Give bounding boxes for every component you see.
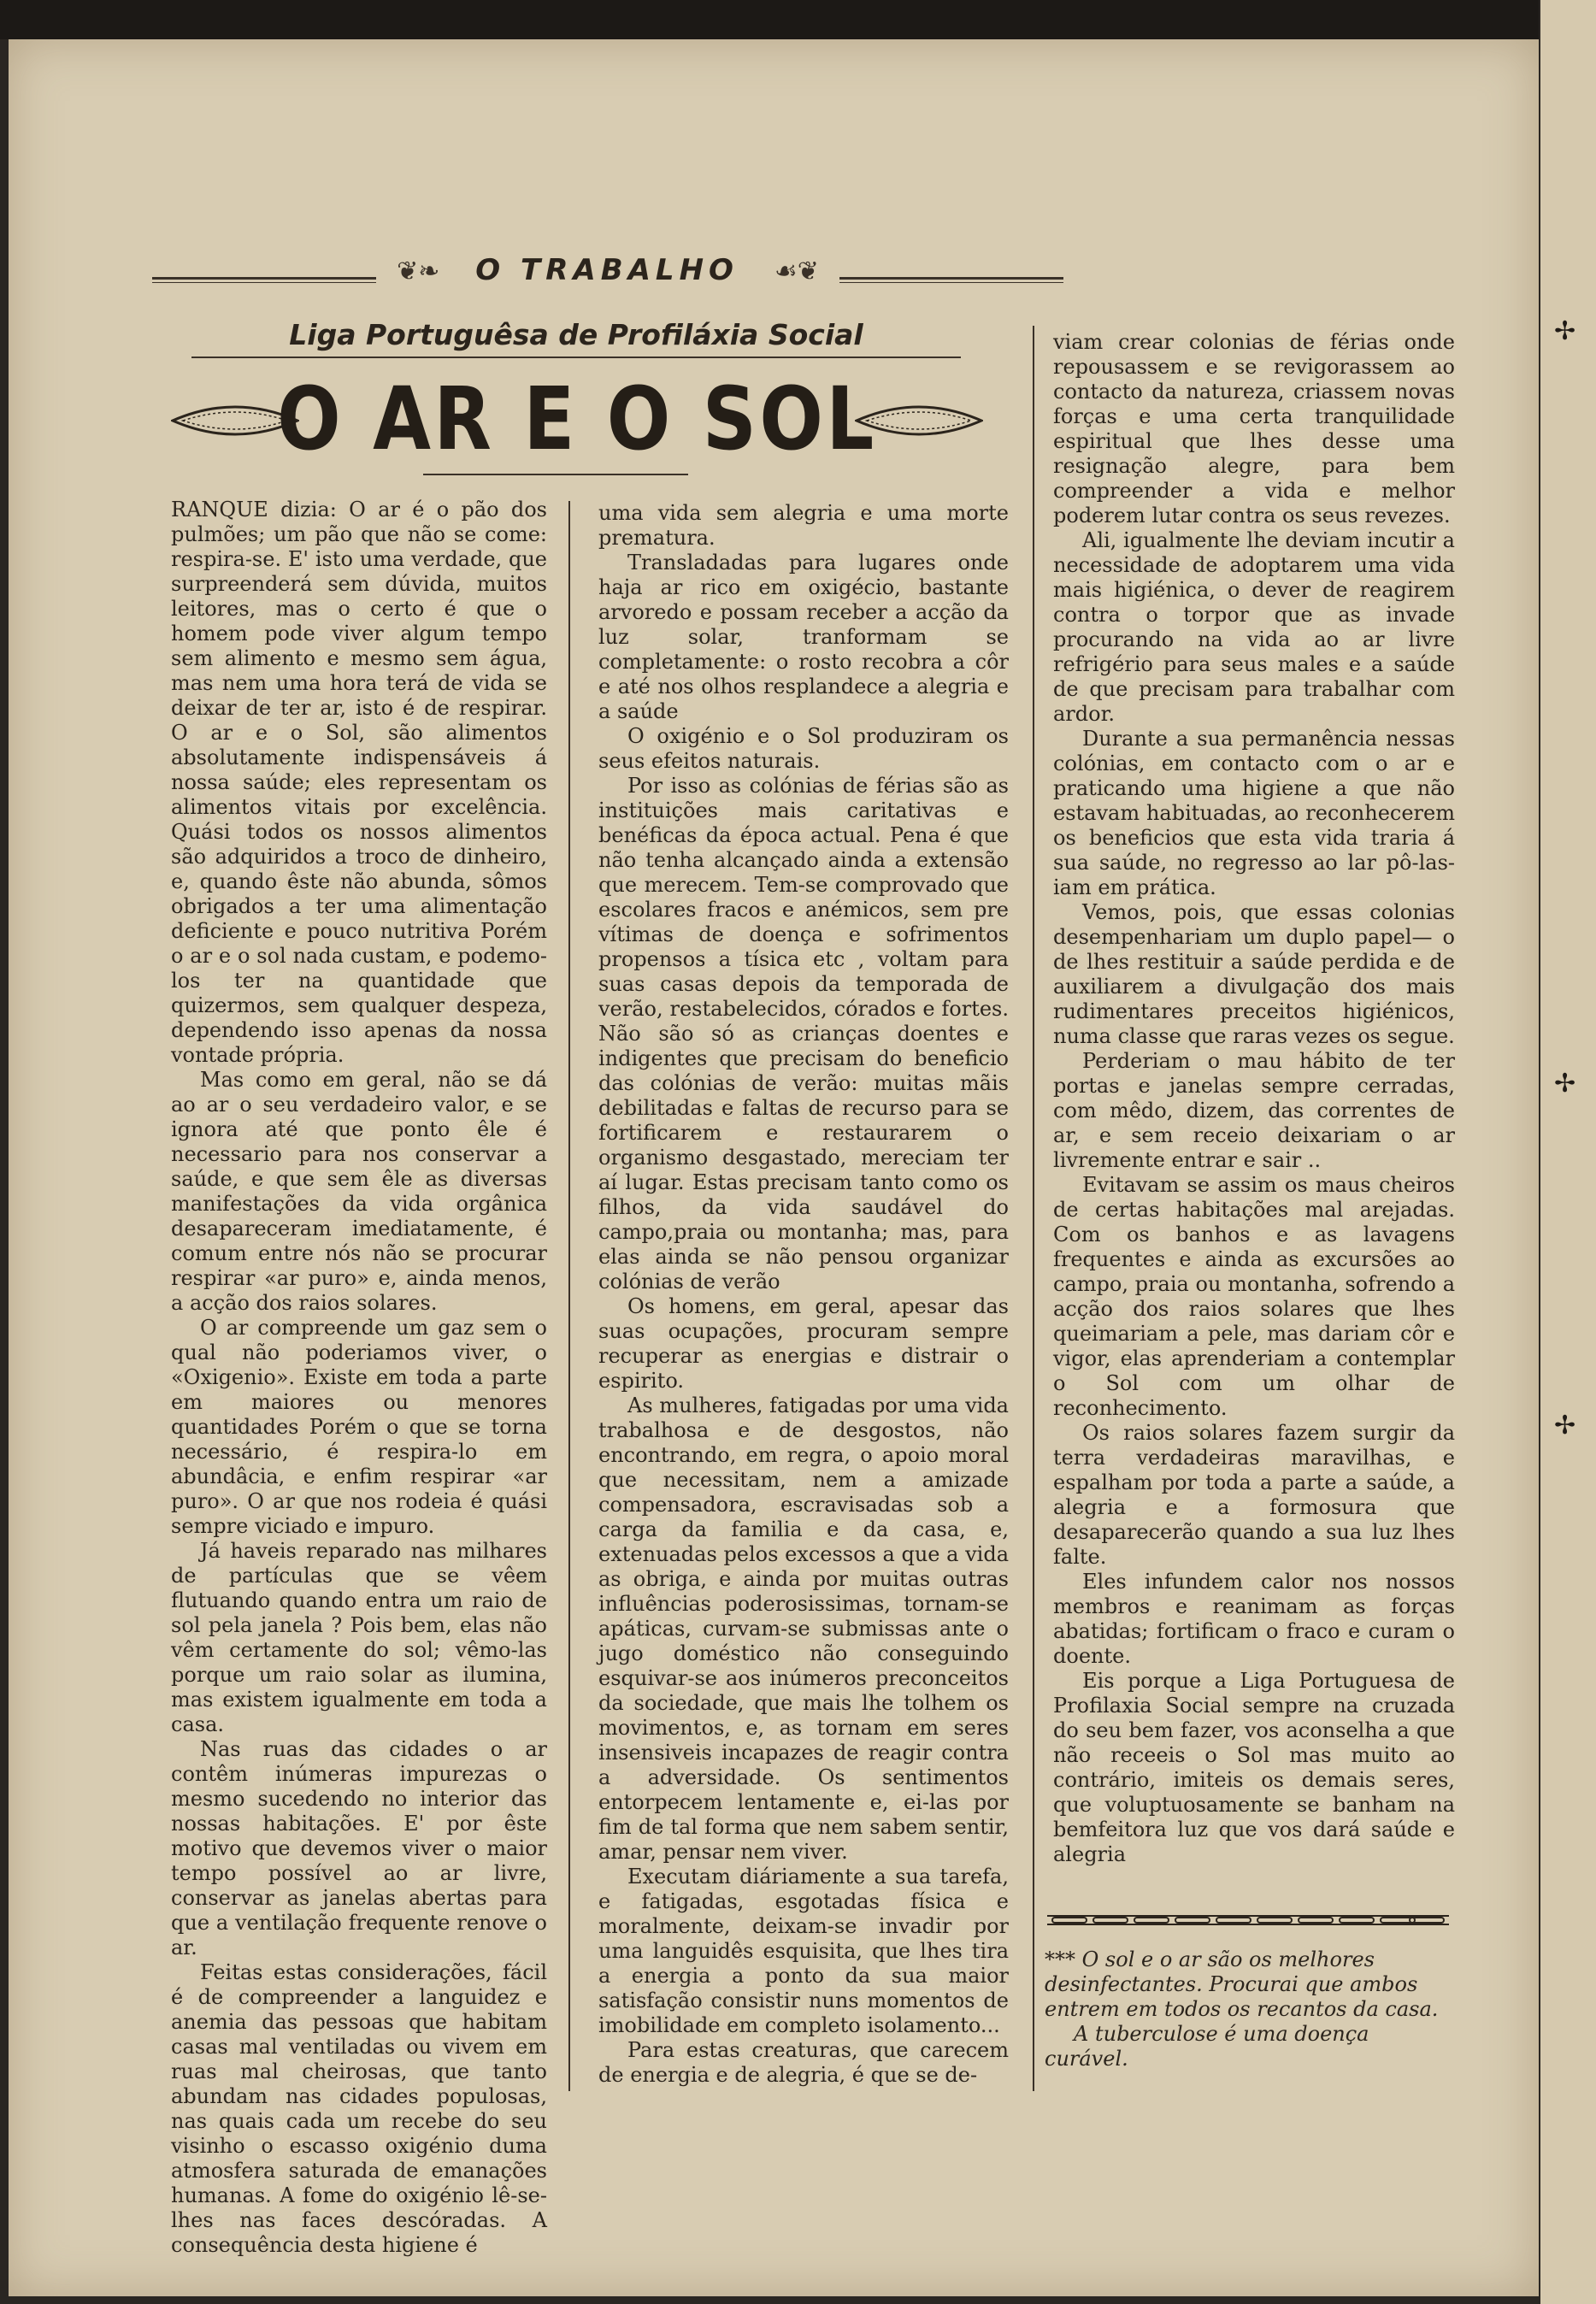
- note-line: A tuberculose é uma doença curável.: [1045, 2022, 1369, 2071]
- paragraph: Eis porque a Liga Portuguesa de Profilaxia Social sempre na cruzada do seu bem fazer, vos aconselha a que não receeis o Sol mas muito ao contrário, imiteis os demais seres, que voluptuosamente se banham na bemfeitora luz que vos dará saúde e alegria: [1053, 1669, 1455, 1866]
- paragraph: Durante a sua permanência nessas colónias, em contacto com o ar e praticando uma higiene a que não estavam habituadas, ao reconhecerem os beneficios que esta vida traria á sua saúde, no regresso ao lar pô-las-iam em prática.: [1053, 727, 1455, 899]
- paragraph: Para estas creaturas, que carecem de energia e de alegria, é que se de-: [598, 2038, 1009, 2087]
- paragraph: uma vida sem alegria e uma morte prematura.: [598, 501, 1009, 550]
- masthead-title: O TRABALHO: [465, 253, 749, 287]
- paragraph: Executam diáriamente a sua tarefa, e fatigadas, esgotadas física e moralmente, deixam-se invadir por uma languidês esquisita, que lhes tira a energia a ponto da sua maior satisfação consistir nuns momentos de imobilidade em completo isolamento...: [598, 1865, 1009, 2037]
- ornamental-divider-icon: [1047, 1913, 1449, 1927]
- column-divider: [568, 501, 570, 2091]
- masthead: [152, 253, 1063, 287]
- pin-icon: ✢: [1554, 1069, 1576, 1099]
- paragraph: Ali, igualmente lhe deviam incutir a necessidade de adoptarem uma vida mais higiénica, o dever de reagirem contra o torpor que as invade procurando na vida ao ar livre refrigério para seus males e a saúde de que precisam para trabalhar com ardor.: [1053, 528, 1455, 726]
- pin-icon: ✢: [1554, 1411, 1576, 1441]
- column-divider: [1033, 326, 1034, 2091]
- paragraph: Vemos, pois, que essas colonias desempenhariam um duplo papel— o de lhes restituir a saúde perdida e de auxiliarem a divulgação dos mais rudimentares preceitos higiénicos, numa classe que raras vezes os segue.: [1053, 900, 1455, 1048]
- right-ornament-icon: ☙❦: [764, 256, 829, 286]
- headline-rule: [423, 474, 688, 475]
- headline-title: O AR E O SOL: [277, 368, 877, 470]
- article-column-2: [598, 501, 1009, 2088]
- paragraph: Feitas estas considerações, fácil é de compreender a languidez e anemia das pessoas que habitam casas mal ventiladas ou vivem em ruas mal cheirosas, que tanto abundam nas cidades populosas, nas quais cada um recebe do seu visinho o escasso oxigénio duma atmosfera saturada de emanações humanas. A fome do oxigénio lê-se-lhes nas faces descóradas. A consequência desta higiene é: [171, 1960, 547, 2257]
- paragraph: viam crear colonias de férias onde repousassem e se revigorassem ao contacto da natureza, criassem novas forças e uma certa tranquilidade espiritual que lhes desse uma resignação alegre, para bem compreender a vida e melhor poderem lutar contra os seus revezes.: [1053, 330, 1455, 527]
- paragraph: Por isso as colónias de férias são as instituições mais caritativas e benéficas da época actual. Pena é que não tenha alcançado ainda a extensão que merecem. Tem-se comprovado que escolares fracos e anémicos, sem pre vítimas de doença e sofrimentos propensos a tísica etc , voltam para suas casas depois da temporada de verão, restabelecidos, córados e fortes. Não são só as crianças doentes e indigentes que precisam do beneficio das colónias de verão: muitas mãis debilitadas e faltas de recurso para se fortificarem e restaurarem o organismo desgastado, mereciam ter aí lugar. Estas precisam tanto como os filhos, da vida saudável do campo,praia ou montanha; mas, para elas ainda se não pensou organizar colónias de verão: [598, 774, 1009, 1293]
- paragraph: O oxigénio e o Sol produziram os seus efeitos naturais.: [598, 724, 1009, 773]
- paragraph: Já haveis reparado nas milhares de partículas que se vêem flutuando quando entra um raio de sol pela janela ? Pois bem, elas não vêm certamente do sol; vêmo-las porque um raio solar as ilumina, mas existem igualmente em toda a casa.: [171, 1539, 547, 1736]
- paragraph: Mas como em geral, não se dá ao ar o seu verdadeiro valor, e se ignora até que ponto êle é necessario para nos conservar a saúde, e que sem êle as diversas manifestações da vida orgânica desapareceram imediatamente, é comum entre nós não se procurar respirar «ar puro» e, ainda menos, a acção dos raios solares.: [171, 1068, 547, 1315]
- left-ornament-icon: ❦❧: [386, 256, 450, 286]
- note-line: *** O sol e o ar são os melhores desinfectantes. Procurai que ambos entrem em todos os recantos da casa.: [1045, 1947, 1439, 2021]
- right-lens-ornament-icon: [855, 398, 983, 443]
- paragraph: Transladadas para lugares onde haja ar rico em oxigécio, bastante arvoredo e possam receber a acção da luz solar, tranformam se completamente: o rosto recobra a côr e até nos olhos resplandece a alegria e a saúde: [598, 551, 1009, 723]
- paragraph: RANQUE dizia: O ar é o pão dos pulmões; um pão que não se come: respira-se. E' isto uma verdade, que surpreenderá sem dúvida, muitos leitores, mas o certo é que o homem pode viver algum tempo sem alimento e mesmo sem água, mas nem uma hora terá de vida se deixar de ter ar, isto é de respirar. O ar e o Sol, são alimentos absolutamente indispensáveis á nossa saúde; eles representam os alimentos vitais por excelência. Quási todos os nossos alimentos são adquiridos a troco de dinheiro, e, quando êste não abunda, sômos obrigados a ter uma alimentação deficiente e pouco nutritiva Porém o ar e o sol nada custam, e podemo-los ter na quantidade que quizermos, sem qualquer despeza, dependendo isso apenas da nossa vontade própria.: [171, 498, 547, 1067]
- headline: [171, 368, 983, 470]
- paragraph: Evitavam se assim os maus cheiros de certas habitações mal arejadas. Com os banhos e as lavagens frequentes e ainda as excursões ao campo, praia ou montanha, sofrendo a acção dos raios solares que lhes queimariam a pele, mas dariam côr e vigor, elas aprenderiam a contemplar o Sol com um olhar de reconhecimento.: [1053, 1173, 1455, 1420]
- pin-icon: ✢: [1554, 316, 1576, 346]
- article-column-3: [1053, 330, 1455, 1867]
- article-column-1: [171, 498, 547, 2258]
- closing-note: [1045, 1947, 1453, 2071]
- paragraph: Perderiam o mau hábito de ter portas e janelas sempre cerradas, com mêdo, dizem, das correntes de ar, e sem receio deixariam o ar livremente entrar e sair ..: [1053, 1049, 1455, 1172]
- newspaper-page: [9, 39, 1539, 2296]
- paragraph: Os homens, em geral, apesar das suas ocupações, procuram sempre recuperar as energias e distrair o espirito.: [598, 1294, 1009, 1393]
- paragraph: Os raios solares fazem surgir da terra verdadeiras maravilhas, e espalham por toda a parte a saúde, a alegria e a formosura que desaparecerão quando a sua luz lhes falte.: [1053, 1421, 1455, 1569]
- section-title: Liga Portuguêsa de Profiláxia Social: [191, 318, 961, 358]
- paragraph: O ar compreende um gaz sem o qual não poderiamos viver, o «Oxigenio». Existe em toda a parte em maiores ou menores quantidades Porém o que se torna necessário, é respira-lo em abundâcia, e enfim respirar «ar puro». O ar que nos rodeia é quási sempre viciado e impuro.: [171, 1316, 547, 1538]
- adjacent-page-edge: [1539, 0, 1596, 2304]
- paragraph: Eles infundem calor nos nossos membros e reanimam as forças abatidas; fortificam o fraco e curam o doente.: [1053, 1570, 1455, 1668]
- scan-border-top: [0, 0, 1539, 39]
- paragraph: Nas ruas das cidades o ar contêm inúmeras impurezas o mesmo sucedendo no interior das nossas habitações. E' por êste motivo que devemos viver o maior tempo possível ao ar livre, conservar as janelas abertas para que a ventilação frequente renove o ar.: [171, 1737, 547, 1959]
- paragraph: As mulheres, fatigadas por uma vida trabalhosa e de desgostos, não encontrando, em regra, o apoio moral que necessitam, nem a amizade compensadora, escravisadas sob a carga da familia e da casa, e, extenuadas pelos excessos a que a vida as obriga, e ainda por muitas outras influências poderosissimas, tornam-se apáticas, curvam-se submissas ante o jugo doméstico não conseguindo esquivar-se aos inúmeros preconceitos da sociedade, que mais lhe tolhem os movimentos, e, as tornam em seres insensiveis incapazes de reagir contra a adversidade. Os sentimentos entorpecem lentamente e, ei-las por fim de tal forma que nem sabem sentir, amar, pensar nem viver.: [598, 1394, 1009, 1864]
